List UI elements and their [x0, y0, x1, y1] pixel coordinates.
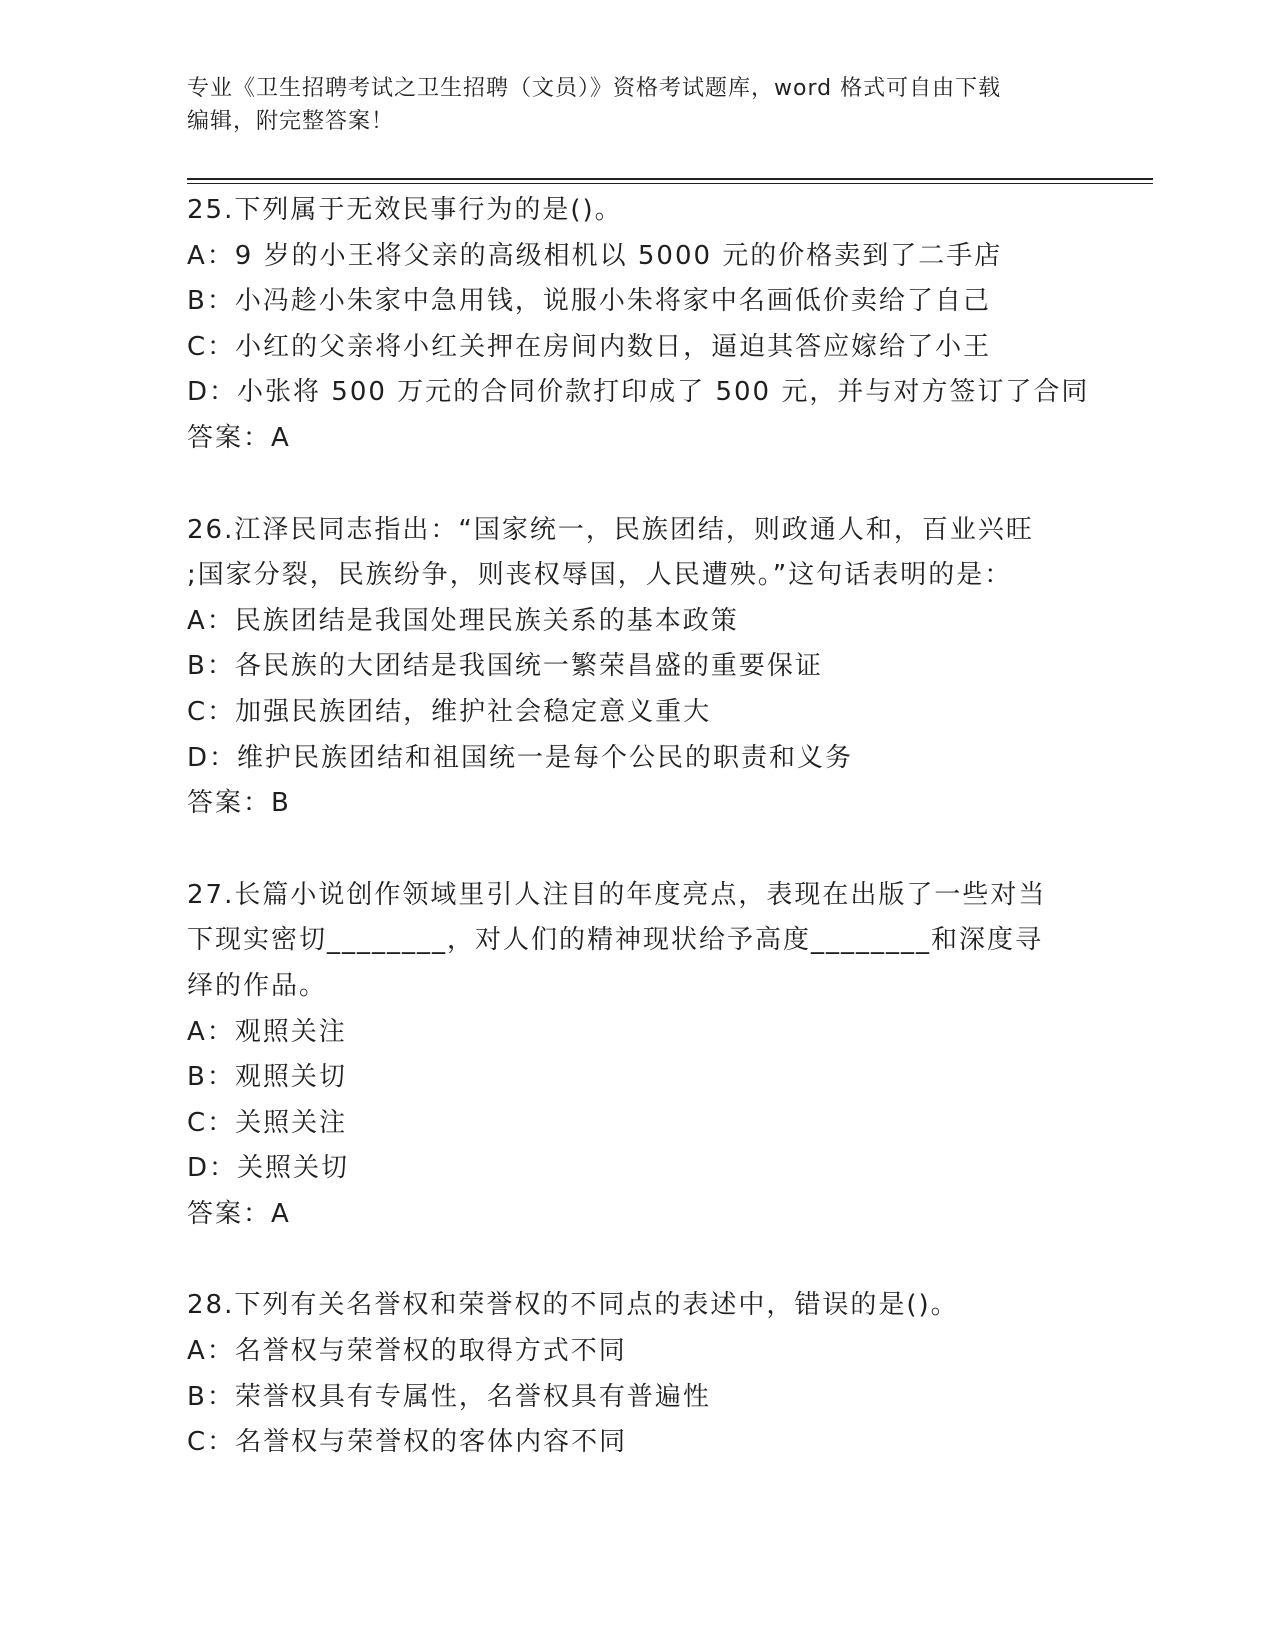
question-stem: 27.长篇小说创作领域里引人注目的年度亮点，表现在出版了一些对当: [187, 879, 1047, 910]
answer: 答案：A: [187, 422, 291, 453]
option-a: A：观照关注: [187, 1016, 347, 1047]
spacer: [187, 1237, 1087, 1283]
question-stem-continued: ;国家分裂，民族纷争，则丧权辱国，人民遭殃。”这句话表明的是：: [187, 560, 1013, 591]
header-line-2: 编辑，附完整答案！: [187, 109, 395, 134]
question-stem-continued: 下现实密切________，对人们的精神现状给予高度________和深度寻: [187, 925, 1044, 956]
header-divider-thin: [187, 183, 1153, 184]
question-25: [187, 188, 1090, 462]
option-d: D：关照关切: [187, 1153, 350, 1184]
option-d: D：小张将 500 万元的合同价款打印成了 500 元，并与对方签订了合同: [187, 377, 1090, 408]
question-list: [187, 188, 1090, 1466]
answer: 答案：A: [187, 1198, 291, 1229]
option-b: B：荣誉权具有专属性，名誉权具有普遍性: [187, 1381, 711, 1412]
question-stem-continued: 绎的作品。: [187, 970, 328, 1001]
header-divider-thick: [187, 178, 1153, 180]
question-stem: 28.下列有关名誉权和荣誉权的不同点的表述中，错误的是()。: [187, 1290, 959, 1321]
spacer: [187, 827, 1087, 873]
option-b: B：各民族的大团结是我国统一繁荣昌盛的重要保证: [187, 651, 823, 682]
option-a: A：名誉权与荣誉权的取得方式不同: [187, 1336, 627, 1367]
question-28: [187, 1283, 1087, 1465]
answer: 答案：B: [187, 788, 291, 819]
question-stem: 26.江泽民同志指出：“国家统一，民族团结，则政通人和，百业兴旺: [187, 514, 1034, 545]
question-26: [187, 508, 1087, 827]
option-d: D：维护民族团结和祖国统一是每个公民的职责和义务: [187, 742, 854, 773]
question-stem: 25.下列属于无效民事行为的是()。: [187, 195, 623, 225]
option-c: C：关照关注: [187, 1107, 348, 1138]
option-a: A：9 岁的小王将父亲的高级相机以 5000 元的价格卖到了二手店: [187, 240, 1003, 271]
spacer: [187, 462, 1087, 508]
document-header: [187, 72, 1087, 138]
question-27: [187, 873, 1087, 1238]
option-c: C：加强民族团结，维护社会稳定意义重大: [187, 696, 712, 727]
option-c: C：名誉权与荣誉权的客体内容不同: [187, 1427, 628, 1458]
option-a: A：民族团结是我国处理民族关系的基本政策: [187, 605, 739, 636]
header-line-1: 专业《卫生招聘考试之卫生招聘（文员）》资格考试题库，word 格式可自由下载: [187, 76, 1002, 101]
option-b: B：小冯趁小朱家中急用钱，说服小朱将家中名画低价卖给了自己: [187, 286, 991, 317]
option-b: B：观照关切: [187, 1062, 347, 1093]
option-c: C：小红的父亲将小红关押在房间内数日，逼迫其答应嫁给了小王: [187, 331, 992, 362]
